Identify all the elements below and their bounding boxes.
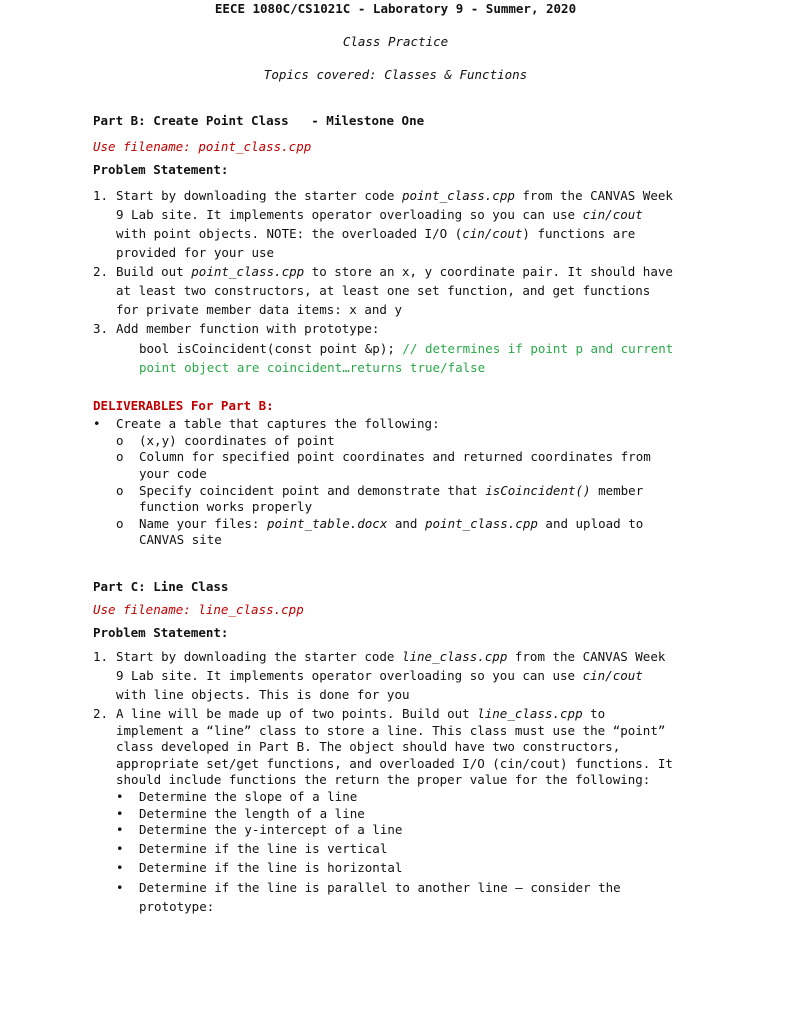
partb-problem-label: Problem Statement: (93, 162, 229, 177)
partb-deliverables-label: DELIVERABLES For Part B: (93, 398, 274, 413)
partb-item3-line1: Add member function with prototype: (116, 321, 380, 336)
partc-item1-line2: 9 Lab site. It implements operator overloading so you can use cin/cout (116, 668, 643, 683)
partc-problem-label: Problem Statement: (93, 625, 229, 640)
partb-item1-line1: Start by downloading the starter code point_class.cpp from the CANVAS Week (116, 188, 673, 203)
bullet-icon: • (116, 860, 124, 875)
partb-item3-number: 3. (93, 321, 109, 336)
hollow-bullet-icon: o (116, 433, 124, 448)
partb-item2-line2: at least two constructors, at least one set function, and get functions (116, 283, 651, 298)
deliverable-sub3-line2: function works properly (139, 499, 313, 514)
partc-item2-line3: class developed in Part B. The object should have two constructors, (116, 739, 621, 754)
hollow-bullet-icon: o (116, 516, 124, 531)
partb-filename: Use filename: point_class.cpp (93, 139, 312, 154)
partb-item1-line4: provided for your use (116, 245, 275, 260)
bullet-icon: • (116, 822, 124, 837)
partc-item2-number: 2. (93, 706, 109, 721)
deliverable-main: Create a table that captures the following: (116, 416, 440, 431)
partc-item1-number: 1. (93, 649, 109, 664)
bullet-icon: • (116, 880, 124, 895)
partc-bullet-length: Determine the length of a line (139, 806, 365, 821)
partb-item2-number: 2. (93, 264, 109, 279)
partc-bullet-parallel: Determine if the line is parallel to another line – consider the (139, 880, 621, 895)
partb-heading: Part B: Create Point Class - Milestone One (93, 113, 425, 128)
partc-bullet-vertical: Determine if the line is vertical (139, 841, 388, 856)
hollow-bullet-icon: o (116, 449, 124, 464)
bullet-icon: • (116, 841, 124, 856)
partc-item1-line1: Start by downloading the starter code line_class.cpp from the CANVAS Week (116, 649, 666, 664)
course-title: EECE 1080C/CS1021C - Laboratory 9 - Summer, 2020 (214, 1, 577, 16)
deliverable-sub1: (x,y) coordinates of point (139, 433, 335, 448)
partb-item1-line3: with point objects. NOTE: the overloaded I/O (cin/cout) functions are (116, 226, 636, 241)
partc-item2-line1: A line will be made up of two points. Build out line_class.cpp to (116, 706, 606, 721)
partc-item2-line4: appropriate set/get functions, and overloaded I/O (cin/cout) functions. It (116, 756, 673, 771)
partc-item1-line3: with line objects. This is done for you (116, 687, 410, 702)
deliverable-sub4-line1: Name your files: point_table.docx and point_class.cpp and upload to (139, 516, 644, 531)
partb-item1-line2: 9 Lab site. It implements operator overloading so you can use cin/cout (116, 207, 643, 222)
topics-line: Topics covered: Classes & Functions (263, 67, 528, 82)
partc-bullet-yintercept: Determine the y-intercept of a line (139, 822, 403, 837)
partc-bullet-slope: Determine the slope of a line (139, 789, 358, 804)
deliverable-sub3-line1: Specify coincident point and demonstrate that isCoincident() member (139, 483, 644, 498)
bullet-icon: • (93, 416, 101, 431)
page-subtitle: Class Practice (342, 34, 449, 49)
partc-filename: Use filename: line_class.cpp (93, 602, 304, 617)
deliverable-sub2-line2: your code (139, 466, 207, 481)
partc-heading: Part C: Line Class (93, 579, 229, 594)
deliverable-sub2-line1: Column for specified point coordinates and returned coordinates from (139, 449, 651, 464)
deliverable-sub4-line2: CANVAS site (139, 532, 222, 547)
partc-bullet-parallel-line2: prototype: (139, 899, 215, 914)
partb-item2-line1: Build out point_class.cpp to store an x, y coordinate pair. It should have (116, 264, 673, 279)
partb-item1-number: 1. (93, 188, 109, 203)
partb-item3-code: bool isCoincident(const point &p); // determines if point p and current (139, 341, 674, 356)
bullet-icon: • (116, 806, 124, 821)
partb-item3-comment2: point object are coincident…returns true/false (139, 360, 486, 375)
partc-item2-line2: implement a “line” class to store a line. This class must use the “point” (116, 723, 666, 738)
partc-item2-line5: should include functions the return the proper value for the following: (116, 772, 651, 787)
partc-bullet-horizontal: Determine if the line is horizontal (139, 860, 403, 875)
hollow-bullet-icon: o (116, 483, 124, 498)
bullet-icon: • (116, 789, 124, 804)
partb-item2-line3: for private member data items: x and y (116, 302, 402, 317)
